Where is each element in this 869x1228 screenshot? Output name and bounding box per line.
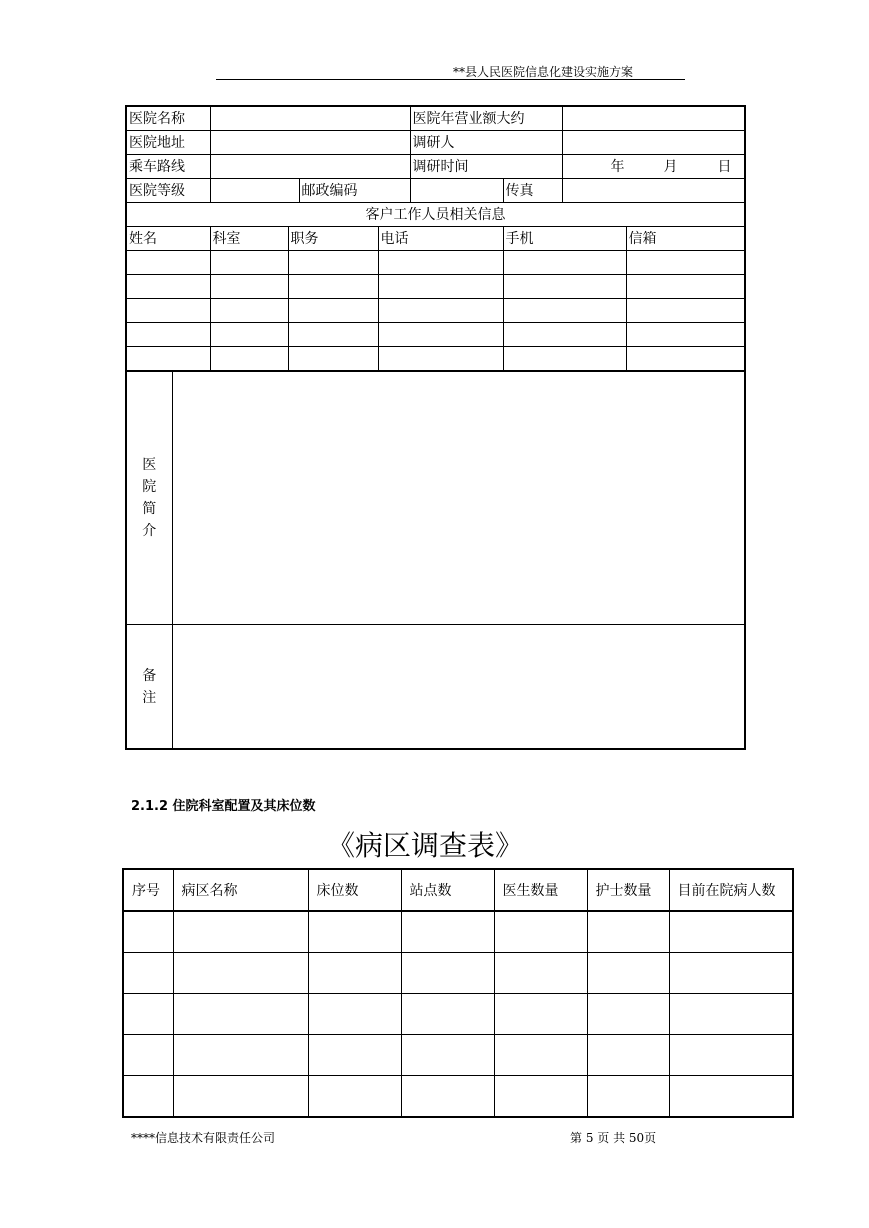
hospital-grade-label: 医院等级 bbox=[126, 179, 210, 203]
postcode-field[interactable] bbox=[410, 179, 503, 203]
hospital-name-field[interactable] bbox=[210, 106, 410, 131]
ward-row bbox=[123, 1076, 793, 1118]
ward-row bbox=[123, 911, 793, 953]
fax-field[interactable] bbox=[562, 179, 745, 203]
notes-field[interactable] bbox=[172, 625, 744, 748]
ward-row bbox=[123, 994, 793, 1035]
header-rule bbox=[216, 79, 685, 80]
ward-col-beds: 床位数 bbox=[308, 869, 401, 911]
month-label: 月 bbox=[663, 158, 678, 175]
annual-revenue-field[interactable] bbox=[562, 106, 745, 131]
ward-col-doctors: 医生数量 bbox=[494, 869, 587, 911]
staff-row bbox=[126, 275, 745, 299]
postcode-label: 邮政编码 bbox=[299, 179, 410, 203]
footer-page-info: 第 5 页 共 50页 bbox=[570, 1131, 657, 1145]
hospital-name-label: 医院名称 bbox=[126, 106, 210, 131]
notes-label: 备 注 bbox=[127, 625, 172, 748]
staff-col-name: 姓名 bbox=[126, 227, 210, 251]
hospital-address-field[interactable] bbox=[210, 131, 410, 155]
research-time-field[interactable] bbox=[562, 155, 745, 179]
staff-col-phone: 电话 bbox=[378, 227, 503, 251]
hospital-survey-table bbox=[125, 105, 746, 750]
staff-col-position: 职务 bbox=[288, 227, 378, 251]
staff-row bbox=[126, 299, 745, 323]
hospital-profile-field[interactable] bbox=[172, 372, 744, 624]
bus-route-label: 乘车路线 bbox=[126, 155, 210, 179]
header-title: **县人民医院信息化建设实施方案 bbox=[453, 65, 634, 79]
year-label: 年 bbox=[610, 158, 625, 175]
ward-col-nurses: 护士数量 bbox=[587, 869, 669, 911]
hospital-address-label: 医院地址 bbox=[126, 131, 210, 155]
researcher-label: 调研人 bbox=[410, 131, 562, 155]
staff-col-email: 信箱 bbox=[626, 227, 745, 251]
ward-survey-title: 《病区调查表》 bbox=[327, 829, 524, 862]
footer-company: ****信息技术有限责任公司 bbox=[131, 1131, 276, 1145]
ward-row bbox=[123, 953, 793, 994]
ward-col-name: 病区名称 bbox=[173, 869, 308, 911]
ward-row bbox=[123, 1035, 793, 1076]
staff-section-title: 客户工作人员相关信息 bbox=[126, 203, 745, 227]
ward-col-inpatients: 目前在院病人数 bbox=[669, 869, 793, 911]
fax-label: 传真 bbox=[503, 179, 562, 203]
day-label: 日 bbox=[717, 158, 732, 175]
staff-row bbox=[126, 323, 745, 347]
ward-col-index: 序号 bbox=[123, 869, 173, 911]
bus-route-field[interactable] bbox=[210, 155, 410, 179]
researcher-field[interactable] bbox=[562, 131, 745, 155]
staff-row bbox=[126, 347, 745, 372]
staff-col-department: 科室 bbox=[210, 227, 288, 251]
staff-col-mobile: 手机 bbox=[503, 227, 626, 251]
section-heading: 2.1.2 住院科室配置及其床位数 bbox=[131, 799, 316, 814]
annual-revenue-label: 医院年营业额大约 bbox=[410, 106, 562, 131]
hospital-profile-label: 医 院 简 介 bbox=[127, 372, 172, 624]
research-time-label: 调研时间 bbox=[410, 155, 562, 179]
hospital-grade-field[interactable] bbox=[210, 179, 299, 203]
ward-survey-table bbox=[122, 868, 794, 1118]
staff-row bbox=[126, 251, 745, 275]
ward-col-stations: 站点数 bbox=[401, 869, 494, 911]
